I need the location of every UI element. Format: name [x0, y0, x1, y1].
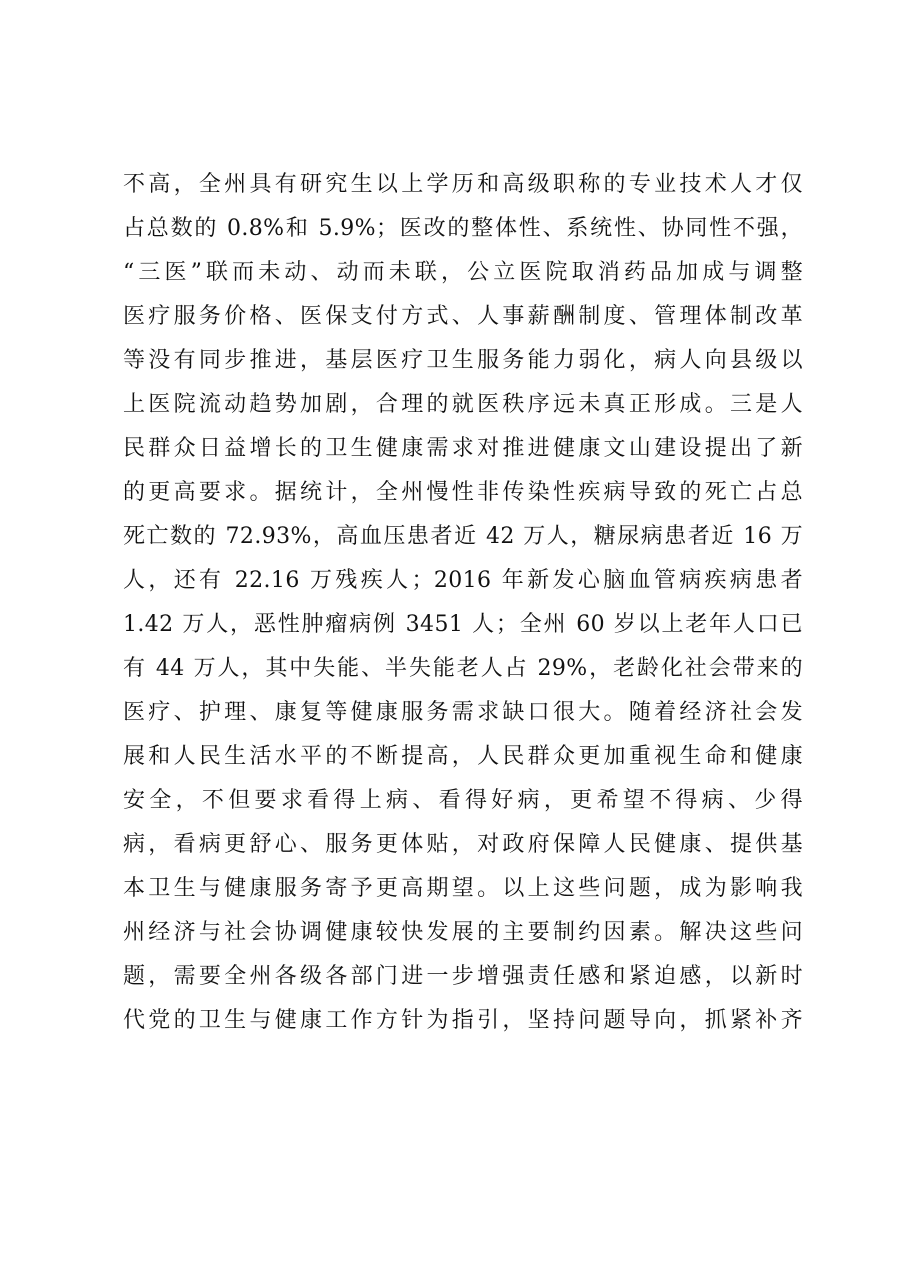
text-line: 展和人民生活水平的不断提高，人民群众更加重视生命和健康	[123, 744, 803, 769]
text-line: 人，还有 22.16 万残疾人；2016 年新发心脑血管病疾病患者	[123, 568, 803, 593]
text-line: 上医院流动趋势加剧，合理的就医秩序远未真正形成。三是人	[123, 392, 803, 417]
text-line: 病，看病更舒心、服务更体贴，对政府保障人民健康、提供基	[123, 832, 803, 857]
text-line: 州经济与社会协调健康较快发展的主要制约因素。解决这些问	[123, 920, 803, 945]
text-line: 医疗、护理、康复等健康服务需求缺口很大。随着经济社会发	[123, 700, 803, 725]
text-line: 安全，不但要求看得上病、看得好病，更希望不得病、少得	[123, 788, 803, 813]
text-line: 代党的卫生与健康工作方针为指引，坚持问题导向，抓紧补齐	[123, 1008, 803, 1033]
text-line: 有 44 万人，其中失能、半失能老人占 29%，老龄化社会带来的	[123, 656, 803, 681]
text-line: 死亡数的 72.93%，高血压患者近 42 万人，糖尿病患者近 16 万	[123, 524, 803, 549]
text-line: 不高，全州具有研究生以上学历和高级职称的专业技术人才仅	[123, 172, 803, 197]
text-line: 等没有同步推进，基层医疗卫生服务能力弱化，病人向县级以	[123, 348, 803, 373]
text-line: 民群众日益增长的卫生健康需求对推进健康文山建设提出了新	[123, 436, 803, 461]
text-line: 1.42 万人，恶性肿瘤病例 3451 人；全州 60 岁以上老年人口已	[123, 612, 803, 637]
text-line: 本卫生与健康服务寄予更高期望。以上这些问题，成为影响我	[123, 876, 803, 901]
text-line: 的更高要求。据统计，全州慢性非传染性疾病导致的死亡占总	[123, 480, 803, 505]
text-line: “三医”联而未动、动而未联，公立医院取消药品加成与调整	[123, 260, 803, 285]
text-line: 题，需要全州各级各部门进一步增强责任感和紧迫感，以新时	[123, 964, 803, 989]
body-paragraph	[123, 163, 803, 1043]
text-line: 占总数的 0.8%和 5.9%；医改的整体性、系统性、协同性不强，	[123, 216, 803, 241]
text-line: 医疗服务价格、医保支付方式、人事薪酬制度、管理体制改革	[123, 304, 803, 329]
